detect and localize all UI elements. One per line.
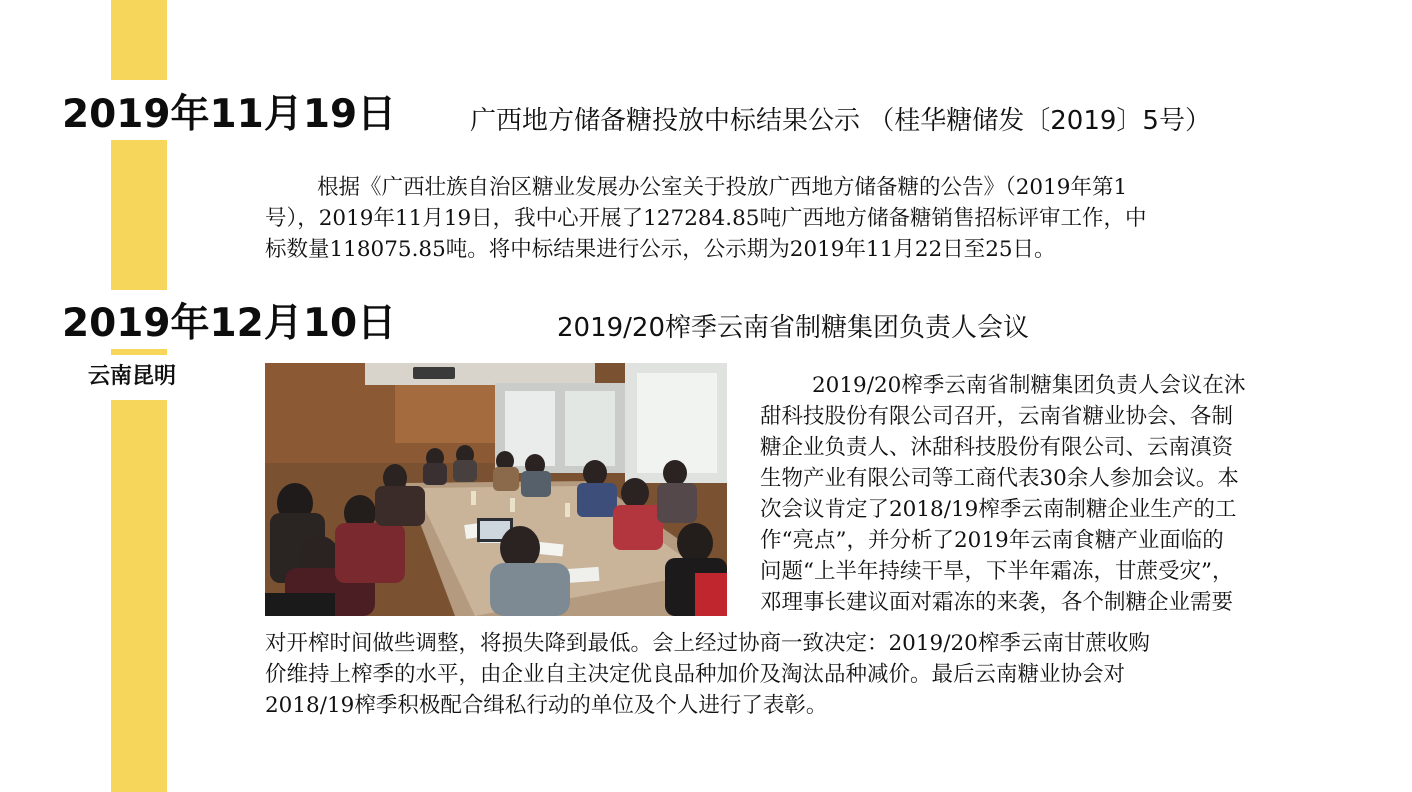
entry2-body-line: 生物产业有限公司等工商代表30余人参加会议。本 <box>760 466 1239 491</box>
entry2-body-line: 对开榨时间做些调整，将损失降到最低。会上经过协商一致决定：2019/20榨季云南甘蔗收购 <box>265 631 1150 656</box>
entry2-body-line: 邓理事长建议面对霜冻的来袭，各个制糖企业需要 <box>760 590 1234 615</box>
entry2-date: 2019年12月10日 <box>62 301 397 346</box>
entry1-date: 2019年11月19日 <box>62 92 397 137</box>
entry1-title: 广西地方储备糖投放中标结果公示 （桂华糖储发〔2019〕5号） <box>470 106 1211 136</box>
entry1-body <box>265 172 1325 265</box>
entry2-body-line: 2019/20榨季云南省制糖集团负责人会议在沐 <box>812 373 1246 398</box>
entry1-body-line: 根据《广西壮族自治区糖业发展办公室关于投放广西地方储备糖的公告》（2019年第1 <box>317 175 1128 200</box>
entry2-body-line: 作“亮点”，并分析了2019年云南食糖产业面临的 <box>760 528 1224 553</box>
entry2-body-side <box>760 370 1360 618</box>
entry2-body-line: 2018/19榨季积极配合缉私行动的单位及个人进行了表彰。 <box>265 693 828 718</box>
entry2-body-line: 甜科技股份有限公司召开，云南省糖业协会、各制 <box>760 404 1234 429</box>
entry2-body-line: 次会议肯定了2018/19榨季云南制糖企业生产的工 <box>760 497 1237 522</box>
entry2-body-bottom <box>265 628 1365 721</box>
meeting-photo <box>265 363 727 616</box>
entry1-body-line: 号），2019年11月19日，我中心开展了127284.85吨广西地方储备糖销售招标评审工作，中 <box>265 206 1147 231</box>
entry2-body-line: 问题“上半年持续干旱，下半年霜冻，甘蔗受灾”， <box>760 559 1234 584</box>
timeline-bar-bottom <box>111 400 167 792</box>
entry2-body-line: 价维持上榨季的水平，由企业自主决定优良品种加价及淘汰品种减价。最后云南糖业协会对 <box>265 662 1126 687</box>
timeline-bar-top <box>111 0 167 80</box>
entry2-body-line: 糖企业负责人、沐甜科技股份有限公司、云南滇资 <box>760 435 1234 460</box>
entry2-location: 云南昆明 <box>88 364 177 389</box>
timeline-bar-middle <box>111 140 167 290</box>
entry1-body-line: 标数量118075.85吨。将中标结果进行公示，公示期为2019年11月22日至25日。 <box>265 237 1056 262</box>
timeline-bar-lower <box>111 349 167 355</box>
entry2-title: 2019/20榨季云南省制糖集团负责人会议 <box>557 313 1030 343</box>
